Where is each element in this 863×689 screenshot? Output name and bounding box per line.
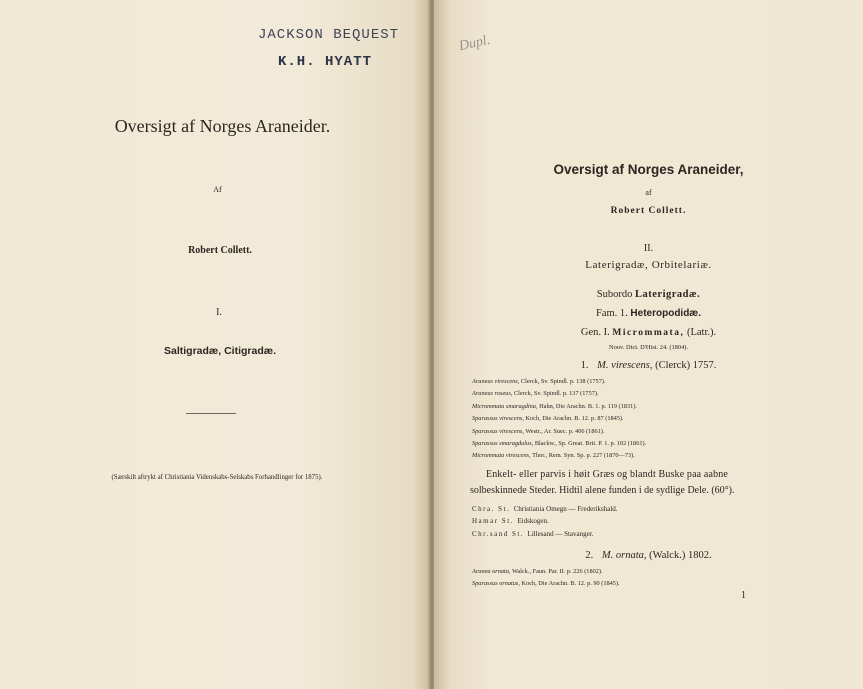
right-subtitle: Laterigradæ, Orbitelariæ.	[585, 259, 712, 271]
synonym-line: Sparassus ornatus, Koch, Die Arachn. B. 12. p. 90 (1845).	[472, 580, 620, 588]
species-1-localities	[472, 503, 618, 540]
species-1-number: 1.	[580, 360, 589, 371]
genus-name: Micrommata,	[612, 328, 685, 338]
species-1-heading	[434, 360, 863, 371]
right-author: Robert Collett.	[610, 206, 687, 216]
stamp-line-2: K.H. HYATT	[278, 54, 373, 70]
family-label: Fam. 1.	[596, 308, 628, 319]
subordo-name: Laterigradæ.	[635, 289, 701, 300]
species-2-synonyms	[472, 566, 620, 591]
right-title: Oversigt af Norges Araneider,	[553, 162, 744, 177]
locality-line: Hamar St. Eidskogen.	[472, 517, 549, 526]
left-subtitle: Saltigradæ, Citigradæ.	[163, 345, 277, 357]
left-by: Af	[213, 185, 222, 194]
left-author: Robert Collett.	[188, 245, 252, 256]
species-1-text-line-2: solbeskinnede Steder. Hidtil alene funden i de sydlige Dele. (60°).	[470, 485, 735, 496]
synonym-line: Sparassus virescens, Westr., Ar. Suec. p. 406 (1861).	[472, 427, 605, 435]
synonym-line: Sparassus virescens, Koch, Die Arachn. B. 12. p. 87 (1845).	[472, 415, 624, 423]
synonym-line: Sparassus smaragdulus, Blackw., Sp. Great. Brit. P. 1. p. 102 (1861).	[472, 440, 647, 448]
handwritten-note: Dupl.	[457, 32, 492, 55]
synonym-line: Micrommata smaragdina, Hahn, Die Arachn. B. 1. p. 119 (1831).	[472, 402, 637, 410]
family-heading	[434, 308, 863, 319]
right-by: af	[645, 188, 652, 197]
family-name: Heteropodidæ.	[630, 308, 701, 319]
species-2-author: (Walck.) 1802.	[649, 550, 712, 561]
subordo-heading	[434, 289, 863, 300]
left-part: I.	[216, 307, 222, 318]
species-2-name: M. ornata,	[601, 550, 647, 561]
synonym-line: Aranea ornata, Walck., Faun. Par. II. p. 226 (1802).	[472, 568, 603, 575]
genus-reference: Nouv. Dict. D'Hist. 24. (1804).	[608, 344, 688, 351]
species-2-number: 2.	[585, 550, 594, 561]
genus-heading	[434, 327, 863, 338]
locality-line: Chra. St. Christiania Omegn — Frederikshald.	[472, 505, 618, 513]
locality-line: Chr.sand St. Lillesand — Stavanger.	[472, 529, 594, 538]
synonym-line: Micrommata virescens, Thor., Rem. Syn. Sp. p. 227 (1870—73).	[472, 452, 635, 460]
genus-label: Gen. I.	[580, 327, 610, 338]
species-1-author: (Clerck) 1757.	[655, 360, 717, 371]
separator-rule	[186, 413, 236, 414]
genus-author: (Latr.).	[686, 327, 717, 338]
species-1-name: M. virescens,	[597, 360, 653, 371]
owner-stamp	[278, 54, 372, 70]
right-part: II.	[643, 243, 654, 254]
synonym-line: Araneus roseus, Clerck, Sv. Spindl. p. 137 (1757).	[472, 390, 599, 398]
left-footnote: (Særskilt aftrykt af Christiania Videnskabs-Selskabs Forhandlinger for 1875).	[111, 474, 323, 481]
left-page	[0, 0, 430, 689]
synonym-line: Araneus virescens, Clerck, Sv. Spindl. p. 138 (1757).	[472, 378, 606, 385]
species-1-text-line-1: Enkelt- eller parvis i høit Græs og blandt Buske paa aabne	[486, 469, 728, 480]
right-page	[434, 0, 863, 689]
subordo-label: Subordo	[596, 289, 633, 300]
species-2-heading	[434, 550, 863, 561]
stamp-line-1: JACKSON BEQUEST	[258, 27, 400, 43]
species-1-synonyms	[472, 376, 646, 463]
left-title: Oversigt af Norges Araneider.	[114, 116, 331, 136]
page-number: 1	[741, 590, 746, 601]
library-stamp	[258, 27, 399, 43]
